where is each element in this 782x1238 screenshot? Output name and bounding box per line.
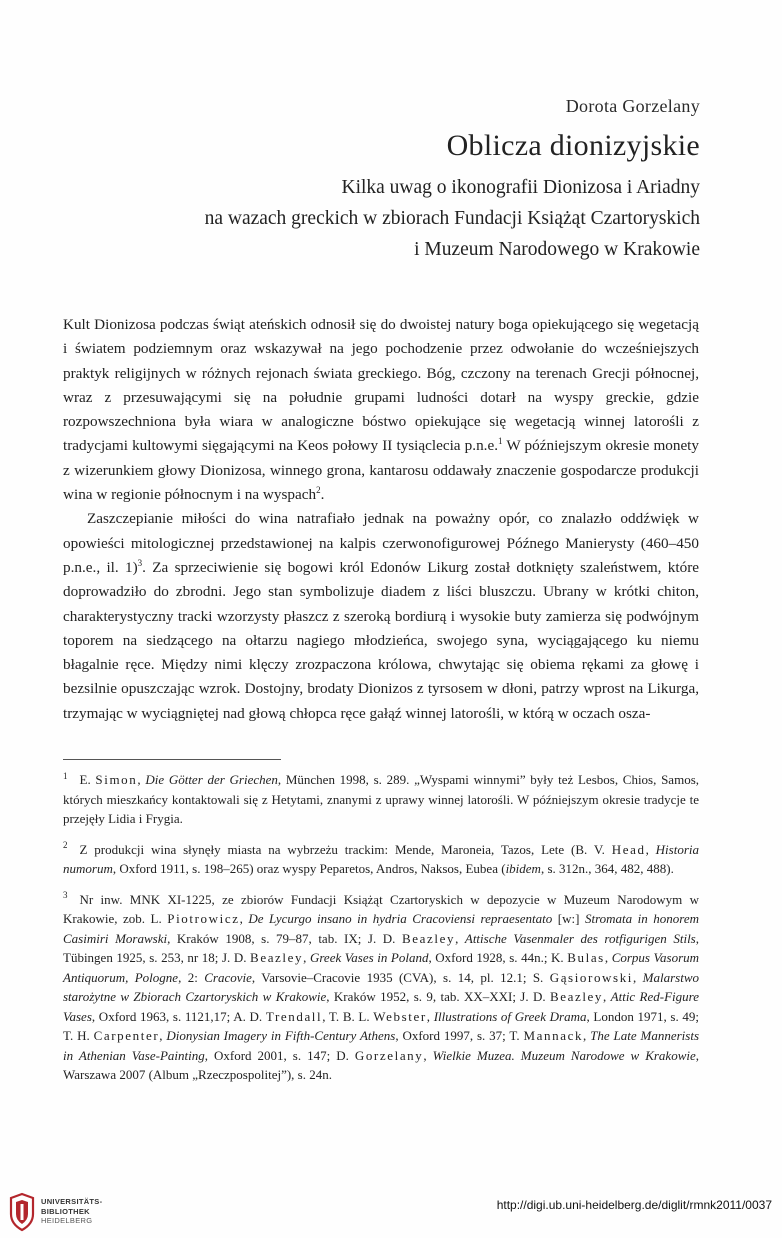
footnote-text: , [159,1028,167,1043]
author-name: Beazley [250,950,304,965]
work-title: Dionysian Imagery in Fifth-Century Athens [166,1028,396,1043]
footnote-text: , [633,969,643,985]
library-logo[interactable] [8,1192,118,1232]
work-title: De Lycurgo insano in hydria Cracoviensi repraesentato [248,911,553,926]
footnote-1 [63,770,699,829]
subtitle-line: na wazach greckich w zbiorach Fundacji Książąt Czartoryskich [204,208,700,229]
paragraph-text: W późniejszym okresie monety z wizerunkiem głowy Dionizosa, winnego grona, kantarosu oddawały znaczenie gospodarcze produkcji wina w regionie północnym i na wyspach [63,437,699,504]
library-logo-icon [8,1192,36,1232]
footnote-number: 1 [63,770,68,781]
author-name: Piotrowicz [167,911,240,926]
author-name: Gorzelany [354,1047,424,1063]
paragraph-text: Zaszczepianie miłości do wina natrafiało jednak na poważny opór, co znalazło oddźwięk w opowieści mitologicznej przedstawionej na kalpis czerwonofigurowej Późnego Manierysty (460–450 p.n.e., il. 1) [63,510,699,576]
footnote-text: , Warszawa 2007 (Album „Rzeczpospolitej”), s. 24n. [63,1047,700,1082]
article-subtitle [205,172,700,265]
author-name: Gąsiorowski [549,969,634,985]
footnote-text: Z produkcji wina słynęły miasta na wybrzeżu trackim: Mende, Maroneia, Tazos, Lete (B. V. [79,841,612,857]
article-header [205,96,700,265]
work-title: Attische Vasenmaler des rotfigurigen Stils [464,930,696,946]
paragraph-text: . Za sprzeciwienie się bogowi król Edonów Likurg został dotknięty szaleństwem, które doprowadziło do zbrodni. Jego stan symbolizuje diadem z liści bluszczu. Ubrany w krótki chiton, charakterystyczny tracki wzorzysty płaszcz z szeroką bordiurą i wysokie buty zamierza się podwójnym toporem na siedzącego na ołtarzu nagiego młodzieńca, swojego syna, wyciągającego ku niemu błagalnie ręce. Między nimi klęczy zrozpaczona królowa, chwytając się obiema rękami za głowę i bezsilnie opuszczając wzrok. Dostojny, brodaty Dionizos z tyrsosem w dłoni, patrzy wprost na Likurga, trzymając w wyciągniętej nad głową chłopca ręce gałąź winnej latorośli, w którą w oczach osza- [63,558,699,722]
footnote-text: , Oxford 2001, s. 147; D. [204,1047,355,1063]
library-logo-text [41,1197,102,1226]
work-title: Greek Vases in Poland [309,950,429,965]
author-name: Simon [95,772,138,787]
footnote-text: , Varsovie–Cracovie 1935 (CVA), s. 14, pl. 12.1; S. [251,969,550,985]
page-footer [0,1184,782,1238]
footnote-divider [63,759,281,760]
footnote-text: , [137,772,146,787]
work-title: Stromata in honorem Casimiri Morawski [63,911,699,946]
footnote-ref[interactable]: 2 [316,485,321,496]
author-name: Mannack [523,1028,584,1043]
footnote-text: , Oxford 1997, s. 37; T. [395,1028,524,1043]
footnote-ref[interactable]: 1 [498,436,503,447]
footnote-text: , [603,989,611,1004]
footnote-text: , [426,1008,434,1024]
paragraph-text: . [320,486,325,504]
work-title: Historia numorum [63,841,700,876]
footnote-text: , T. B. L. [322,1008,374,1024]
body-text [63,313,699,726]
paragraph-2 [63,507,699,726]
work-title: Malarstwo starożytne w Zbiorach Czartoryskich w Krakowie [63,969,700,1004]
author-name: Bulas [567,950,605,965]
footnote-text: , London 1971, s. 49; T. H. [63,1008,700,1043]
footnote-text: , Tübingen 1925, s. 253, nr 18; J. D. [63,930,699,965]
footnote-text: , s. 312n., 364, 482, 488). [540,861,674,876]
footnote-text: , Kraków 1908, s. 79–87, tab. IX; J. D. [167,930,402,946]
footnote-text: , [604,950,612,965]
footnote-text: [w:] [552,911,585,926]
footnote-2 [63,840,699,879]
logo-line: BIBLIOTHEK [41,1206,90,1216]
footnote-text: , Oxford 1963, s. 1121,17; A. D. [91,1008,266,1024]
author-name: Webster [373,1008,427,1024]
footnote-text: , Oxford 1911, s. 198–265) oraz wyspy Peparetos, Andros, Naksos, Eubea ( [112,861,506,876]
work-title: Cracovie [204,969,252,985]
footnote-3 [63,890,699,1085]
article-title: Oblicza dionizyjskie [446,129,700,162]
author-name: Dorota Gorzelany [565,96,700,116]
author-name: Beazley [549,989,604,1004]
work-title: ibidem [505,861,541,876]
work-title: Die Götter der Griechen [145,772,278,787]
subtitle-line: i Muzeum Narodowego w Krakowie [414,239,700,260]
footnote-text: , 2: [178,969,205,985]
paragraph-1 [63,313,699,507]
logo-line: HEIDELBERG [41,1216,93,1225]
source-url-link[interactable]: http://digi.ub.uni-heidelberg.de/diglit/rmnk2011/0037 [496,1198,772,1212]
footnote-text: E. [79,772,96,787]
footnotes [63,770,699,1096]
author-name: Trendall [265,1008,323,1024]
footnote-text: , [583,1028,591,1043]
footnote-text: , [645,841,656,857]
author-name: Carpenter [93,1028,160,1043]
footnote-text: , München 1998, s. 289. „Wyspami winnymi” były też Lesbos, Chios, Samos, których mieszkańcy kontaktowali się z Hetytami, znanymi z uprawy winnej latorośli. W późniejszym okresie tradycje te przejęły Lidia i Frygia. [63,772,699,826]
author-name: Head [611,841,646,857]
footnote-number: 2 [63,840,68,851]
subtitle-line: Kilka uwag o ikonografii Dionizosa i Ariadny [341,177,700,198]
footnote-ref[interactable]: 3 [137,557,143,568]
work-title: Illustrations of Greek Drama [433,1008,587,1024]
author-name: Beazley [401,930,456,946]
footnote-text: , [239,911,249,926]
work-title: Corpus Vasorum Antiquorum, Pologne [63,950,700,985]
footnote-text: Nr inw. MNK XI-1225, ze zbiorów Fundacji Książąt Czartoryskich w depozycie w Muzeum Narodowym w Krakowie, zob. L. [63,891,699,926]
footnote-text: , [303,950,310,965]
footnote-text: , [455,930,465,946]
footnote-text: , Oxford 1928, s. 44n.; K. [428,950,568,965]
footnote-text: , [423,1047,433,1063]
logo-line: UNIVERSITÄTS- [41,1197,103,1206]
footnote-number: 3 [63,890,68,901]
work-title: The Late Mannerists in Athenian Vase-Painting [63,1028,700,1063]
work-title: Attic Red-Figure Vases [63,989,699,1024]
work-title: Wielkie Muzea. Muzeum Narodowe w Krakowie [432,1047,696,1063]
paragraph-text: Kult Dionizosa podczas świąt ateńskich odnosił się do dwoistej natury boga opiekującego się wegetacją i światem podziemnym oraz wskazywał na jego pochodzenie przez odwołanie do wcześniejszych praktyk religijnych w różnych rejonach świata greckiego. Bóg, czczony na terenach Grecji północnej, wraz z przesuwającymi się na południe grupami ludności dotarł na wyspy greckie, gdzie rozpowszechniona była wiara w analogiczne bóstwo opiekujące się wegetacją winnej latorośli z tradycjami kultowymi sięgającymi na Keos połowy II tysiąclecia p.n.e. [63,316,699,455]
footnote-text: , Kraków 1952, s. 9, tab. XX–XXI; J. D. [326,989,550,1004]
